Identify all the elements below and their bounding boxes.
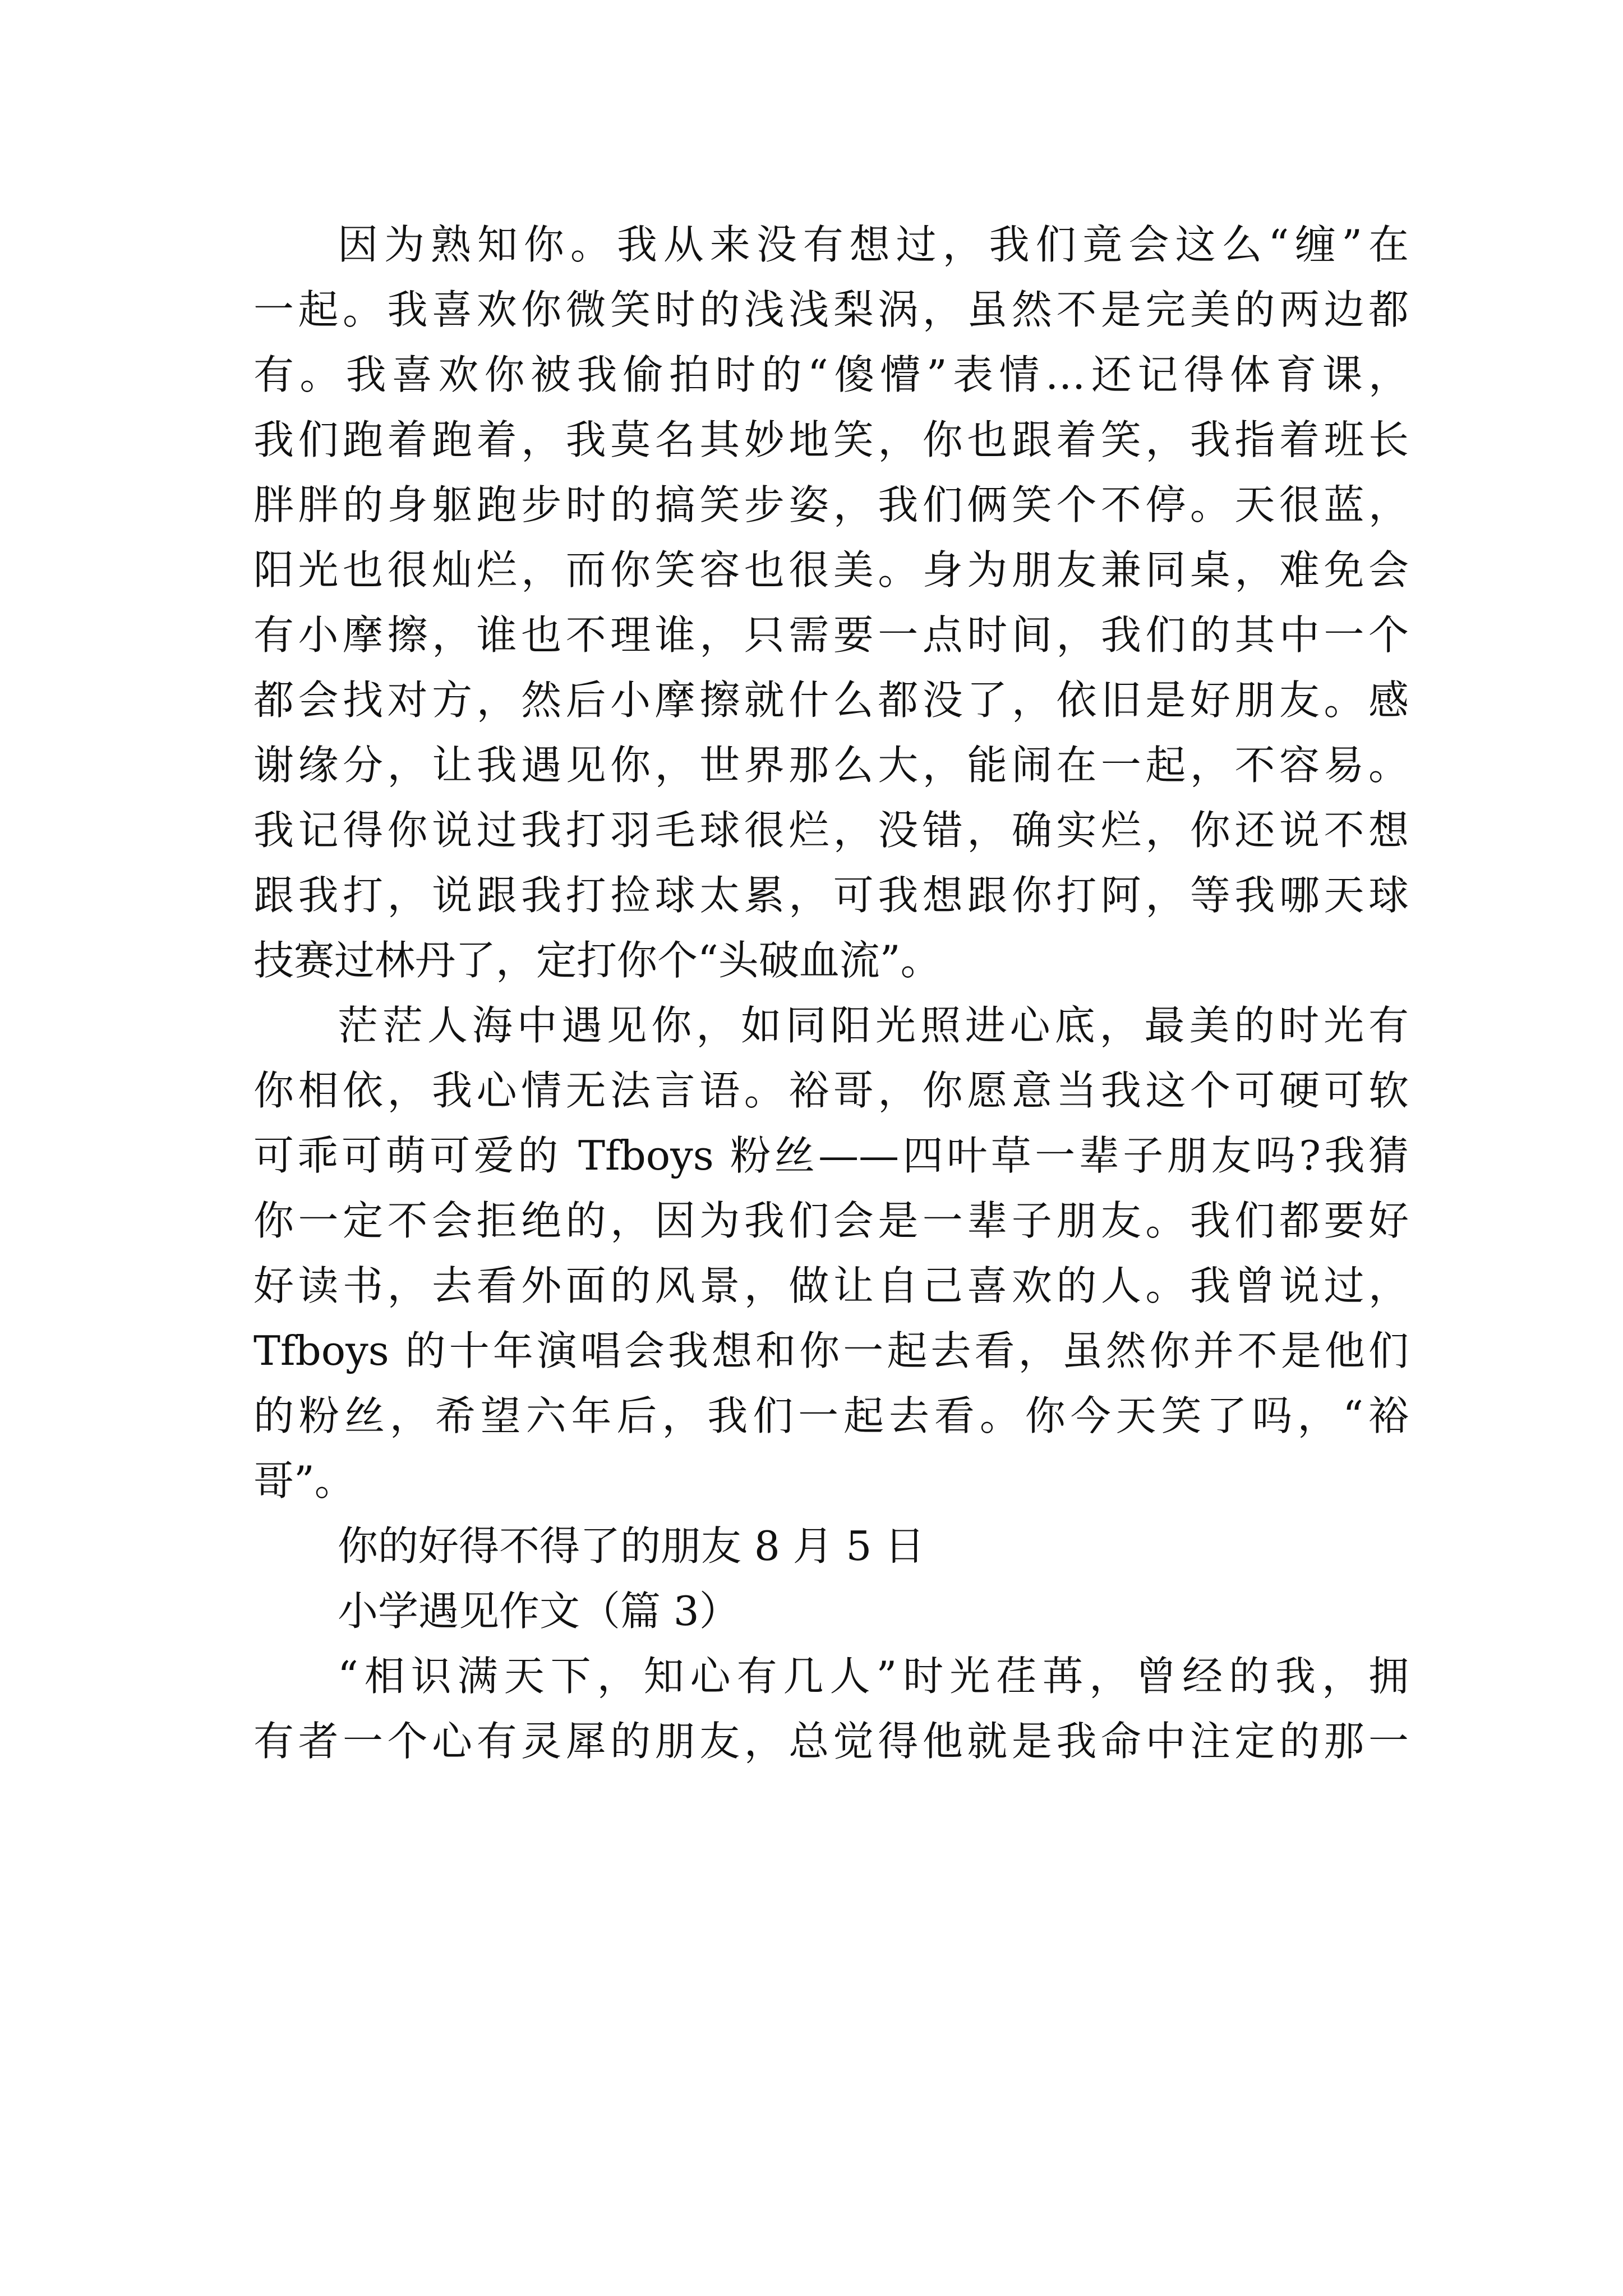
signature-line [253,1513,1409,1579]
text-line: 谢缘分，让我遇见你，世界那么大，能闹在一起，不容易。 [253,742,1409,789]
text-line: 你一定不会拒绝的，因为我们会是一辈子朋友。我们都要好 [253,1197,1409,1244]
text-line: 有。我喜欢你被我偷拍时的“傻懵”表情…还记得体育课， [253,351,1409,398]
text-line: 技赛过林丹了，定打你个“头破血流”。 [253,937,941,984]
text-line: 胖胖的身躯跑步时的搞笑步姿，我们俩笑个不停。天很蓝， [253,481,1409,528]
paragraph [253,993,1409,1513]
text-line: 可乖可萌可爱的 Tfboys 粉丝——四叶草一辈子朋友吗?我猜 [253,1132,1409,1179]
text-line: “相识满天下，知心有几人”时光荏苒，曾经的我，拥 [338,1653,1409,1700]
section-heading [253,1579,1409,1644]
text-line: 一起。我喜欢你微笑时的浅浅梨涡，虽然不是完美的两边都 [253,286,1409,333]
text-line: 我记得你说过我打羽毛球很烂，没错，确实烂，你还说不想 [253,807,1409,854]
text-line: 你的好得不得了的朋友 8 月 5 日 [338,1522,925,1570]
text-line: 有者一个心有灵犀的朋友，总觉得他就是我命中注定的那一 [253,1718,1409,1765]
text-line: 茫茫人海中遇见你，如同阳光照进心底，最美的时光有 [338,1002,1409,1049]
text-line: 因为熟知你。我从来没有想过，我们竟会这么“缠”在 [338,221,1409,268]
paragraph [253,1644,1409,1774]
text-line: 我们跑着跑着，我莫名其妙地笑，你也跟着笑，我指着班长 [253,416,1409,463]
text-line: 的粉丝，希望六年后，我们一起去看。你今天笑了吗，“裕 [253,1392,1409,1439]
text-line: 跟我打，说跟我打捡球太累，可我想跟你打阿，等我哪天球 [253,872,1409,919]
paragraph [253,212,1409,993]
text-line: 你相依，我心情无法言语。裕哥，你愿意当我这个可硬可软 [253,1067,1409,1114]
text-line: 有小摩擦，谁也不理谁，只需要一点时间，我们的其中一个 [253,611,1409,659]
text-line: 哥”。 [253,1457,355,1504]
text-line: 阳光也很灿烂，而你笑容也很美。身为朋友兼同桌，难免会 [253,546,1409,593]
text-line: 小学遇见作文（篇 3） [338,1588,740,1635]
text-line: 都会找对方，然后小摩擦就什么都没了，依旧是好朋友。感 [253,677,1409,724]
document-body [253,212,1409,1774]
text-line: Tfboys 的十年演唱会我想和你一起去看，虽然你并不是他们 [253,1327,1409,1374]
text-line: 好读书，去看外面的风景，做让自己喜欢的人。我曾说过， [253,1262,1409,1309]
